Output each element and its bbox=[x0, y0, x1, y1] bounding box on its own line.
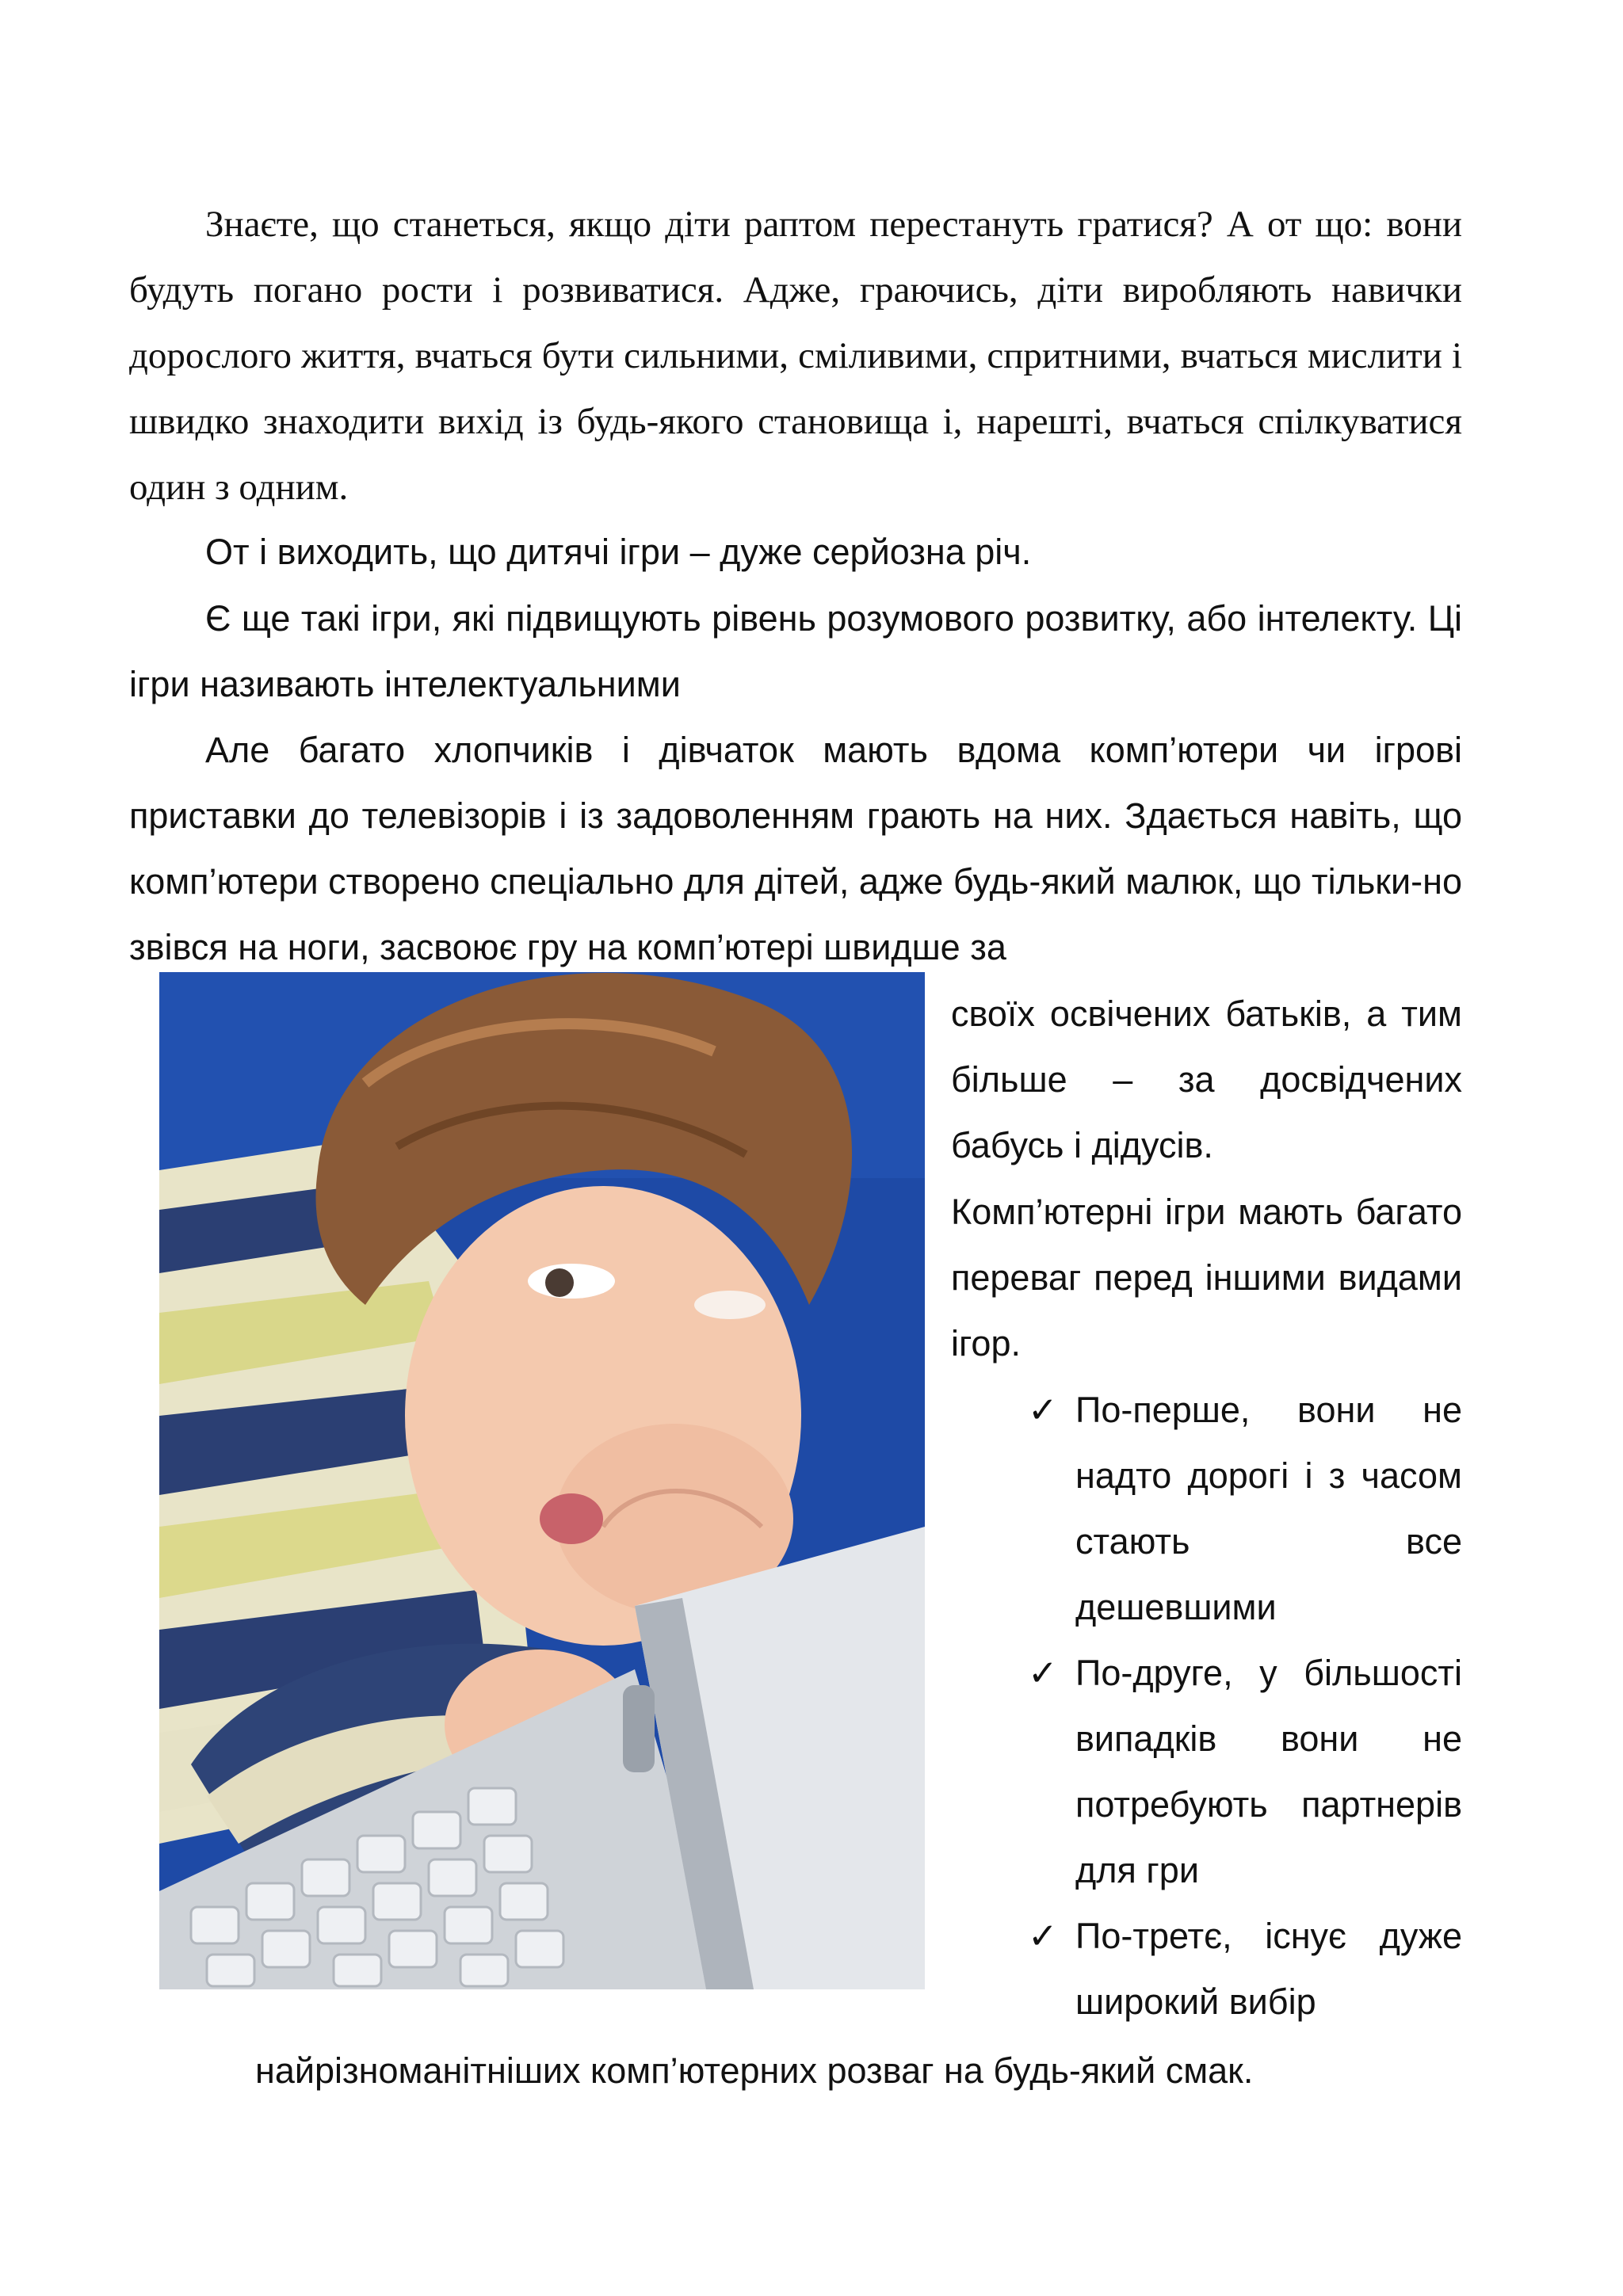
side-paragraph-parents: своїх освічених батьків, а тим більше – за досвідчених бабусь і дідусів. bbox=[951, 994, 1462, 1165]
check-icon: ✓ bbox=[1028, 1390, 1058, 1430]
photo-illustration bbox=[159, 972, 925, 1989]
side-paragraph-advantages: Комп’ютерні ігри мають багато переваг перед іншими видами ігор. bbox=[951, 1192, 1462, 1363]
list-item bbox=[1028, 1903, 1462, 2035]
paragraph-computer-games: Але багато хлопчиків і дівчаток мають вдома комп’ютери чи ігрові приставки до телевізорів і із задоволенням грають на них. Здається навіть, що комп’ютери створено спеціально для дітей, адже будь-який малюк, що тільки-но звівся на ноги, засвоює гру на комп’ютері швидше за bbox=[129, 730, 1462, 967]
list-item-text: По-третє, існує дуже широкий вибір bbox=[1075, 1916, 1462, 2022]
check-icon: ✓ bbox=[1028, 1916, 1058, 1956]
list-item-text: По-перше, вони не надто дорогі і з часом стають все дешевшими bbox=[1075, 1390, 1462, 1627]
check-icon: ✓ bbox=[1028, 1653, 1058, 1693]
intro-paragraph: Знаєте, що станеться, якщо діти раптом перестануть гратися? А от що: вони будуть погано рости і розвиватися. Адже, граючись, діти виробляють навички дорослого життя, вчаться бути сильними, сміливими, спритними, вчаться мислити і швидко знаходити вихід із будь-якого становища і, нарешті, вчаться спілкуватися один з одним. bbox=[129, 204, 1462, 508]
list-item-text: По-друге, у більшості випадків вони не потребують партнерів для гри bbox=[1075, 1653, 1462, 1890]
list-item bbox=[1028, 1640, 1462, 1903]
list-item bbox=[1028, 1377, 1462, 1640]
paragraph-intellectual-games: Є ще такі ігри, які підвищують рівень розумового розвитку, або інтелекту. Ці ігри називають інтелектуальними bbox=[129, 598, 1462, 704]
advantages-list bbox=[1028, 1377, 1462, 2035]
child-at-laptop-photo bbox=[159, 972, 925, 1989]
closing-line: найрізноманітніших комп’ютерних розваг на будь-який смак. bbox=[255, 2050, 1254, 2091]
paragraph-serious-games: От і виходить, що дитячі ігри – дуже серйозна річ. bbox=[205, 532, 1032, 572]
